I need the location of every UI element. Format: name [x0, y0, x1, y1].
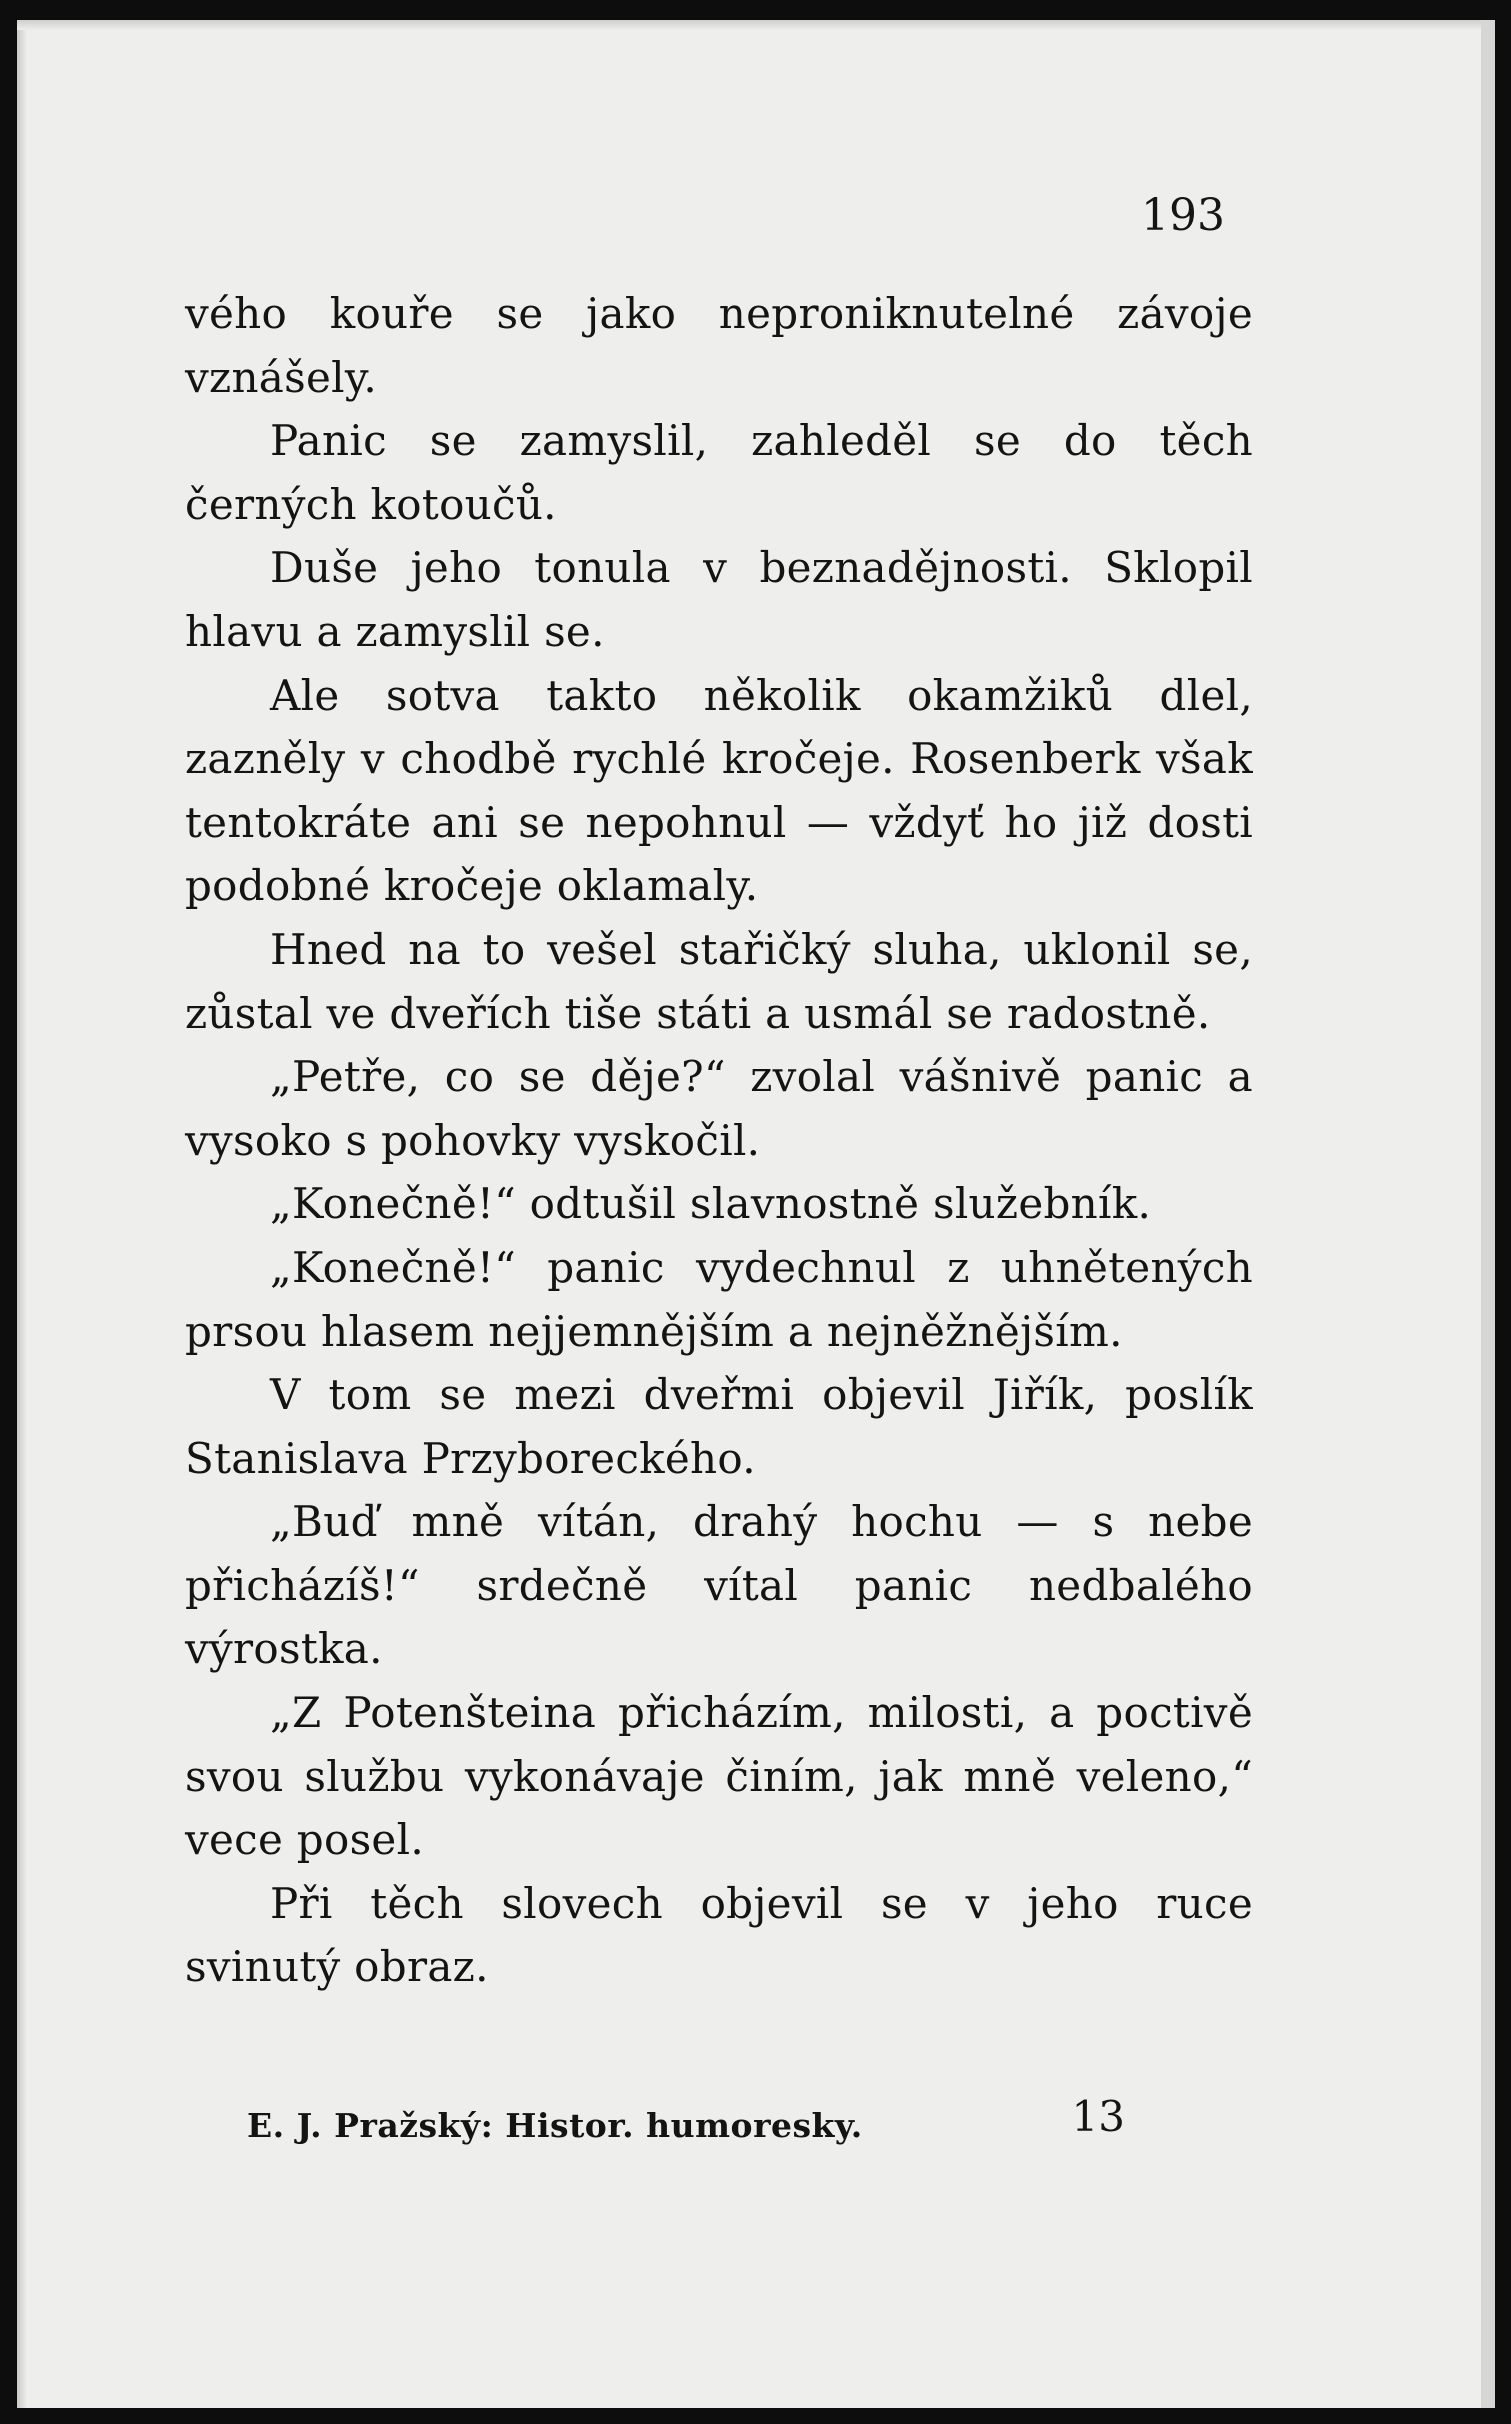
paragraph-9: V tom se mezi dveřmi objevil Jiřík, poslík Stanislava Przyboreckého. [185, 1370, 1253, 1483]
paragraph-1: vého kouře se jako neproniknutelné závoje vznášely. [185, 289, 1253, 402]
paragraph-2: Panic se zamyslil, zahleděl se do těch černých kotoučů. [185, 416, 1253, 529]
printer-signature: E. J. Pražský: Histor. humoresky. [247, 2106, 863, 2145]
scan-edge-top [17, 20, 1481, 30]
paragraph-3: Duše jeho tonula v beznadějnosti. Sklopil hlavu a zamyslil se. [185, 543, 1253, 656]
sheet-number: 13 [1071, 2092, 1125, 2141]
book-page [17, 20, 1495, 2408]
paragraph-12: Při těch slovech objevil se v jeho ruce svinutý obraz. [185, 1878, 1253, 1992]
paragraph-7: „Konečně!“ odtušil slavnostně služebník. [270, 1179, 1152, 1229]
paragraph-11: „Z Potenšteina přicházím, milosti, a poctivě svou službu vykonávaje činím, jak mně veleno,“ vece posel. [185, 1688, 1253, 1865]
paragraph-5: Hned na to vešel stařičký sluha, uklonil se, zůstal ve dveřích tiše státi a usmál se radostně. [185, 924, 1253, 1038]
scan-edge-left [17, 20, 27, 2408]
paragraph-4: Ale sotva takto několik okamžiků dlel, zazněly v chodbě rychlé kročeje. Rosenberk však tentokráte ani se nepohnul — vždyť ho již dosti podobné kročeje oklamaly. [185, 670, 1253, 911]
paragraph-10: „Buď mně vítán, drahý hochu — s nebe přicházíš!“ srdečně vítal panic nedbalého výrostka. [185, 1497, 1253, 1674]
paragraph-8: „Konečně!“ panic vydechnul z uhnětených prsou hlasem nejjemnějším a nejněžnějším. [185, 1242, 1253, 1356]
page-number: 193 [1141, 190, 1225, 241]
paragraph-6: „Petře, co se děje?“ zvolal vášnivě panic a vysoko s pohovky vyskočil. [185, 1052, 1253, 1165]
body-text [185, 282, 1253, 1999]
